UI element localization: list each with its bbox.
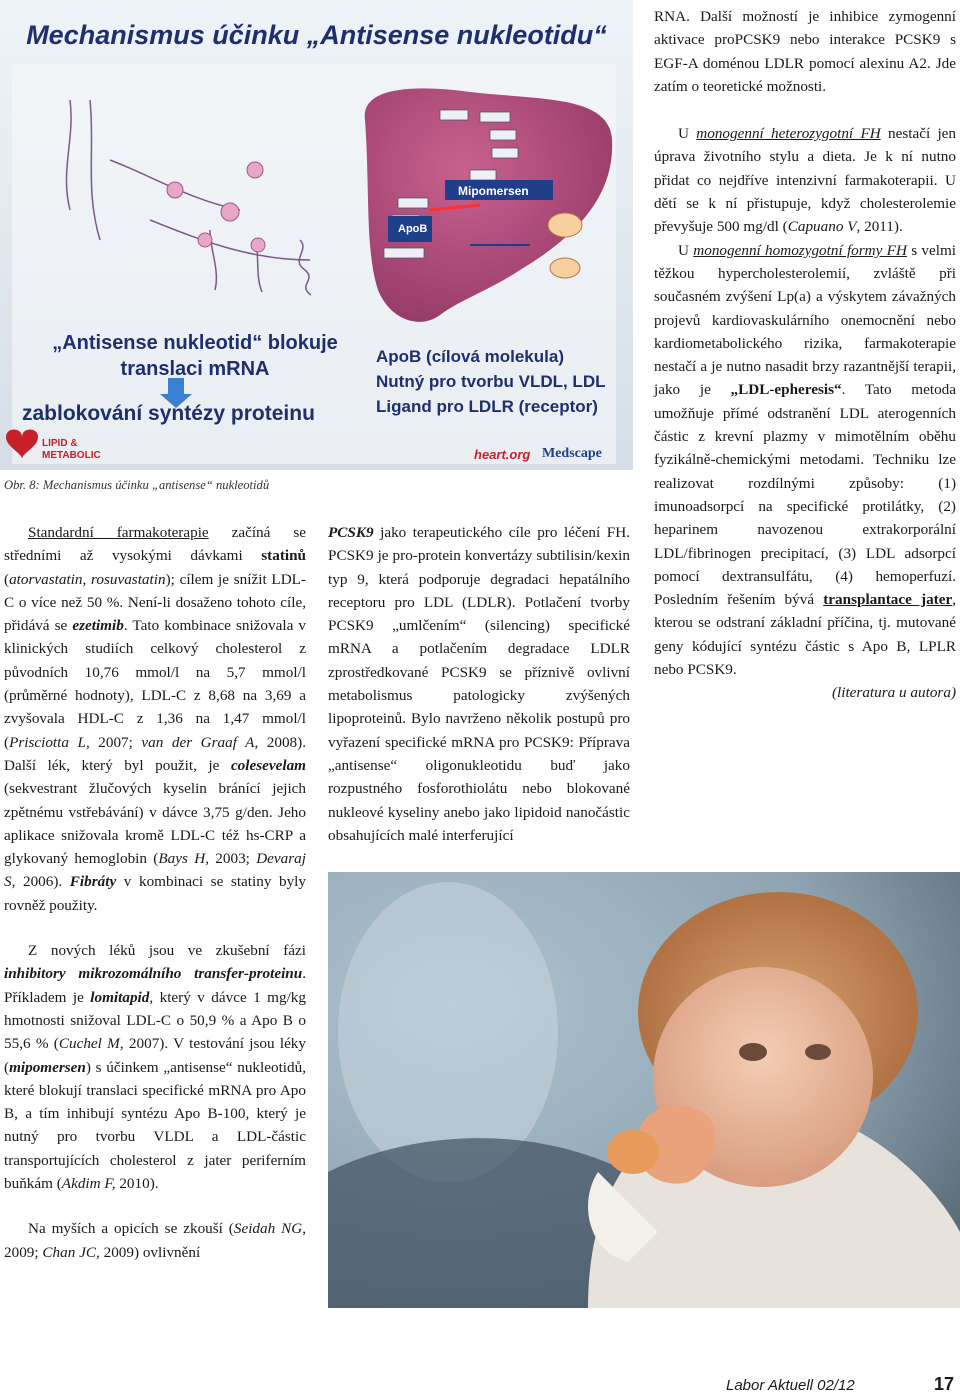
mipomersen-label: Mipomersen [458, 184, 529, 198]
column-3 [654, 5, 956, 705]
left-label-line1: „Antisense nukleotid“ blokuje [52, 332, 338, 354]
col3-paragraph-2: U monogenní homozygotní formy FH s velmi těžkou hypercholesterolemií, zvláště při současném zvýšení Lp(a) a výskytem závažných projevů kardiovaskulárního onemocnění nebo kardiometabolického rizika, farmakoterapie nestačí a je nutno nasadit brzy razantnější terapii, jako je „LDL-epheresis“. Tato metoda umožňuje přímé odstranění LDL aterogenních částic z krevní plazmy v mimotělním oběhu fyzikálně-chemickými metodami. Techniku lze realizovat rozdílnými způsoby: (1) imunoadsorpcí na specifické protilátky, (2) heparinem navozenou extrakorporální LDL/fibrinogen precipitací, (3) LDL adsorpcí pomocí dextransulfátu, (4) hemoperfuzí. Posledním řešením bývá transplantace jater, kterou se odstraní základní příčina, tj. mutované geny kódující syntézu částic s Apo B, LPLR nebo PCSK9. [654, 241, 957, 679]
figure-caption: Obr. 8: Mechanismus účinku „antisense“ nukleotidů [4, 478, 270, 492]
lipid-logo-text2: METABOLIC [42, 450, 101, 461]
left-label-line2: translaci mRNA [120, 358, 270, 380]
column-1 [4, 521, 306, 1264]
right-label-line3: Ligand pro LDLR (receptor) [376, 397, 598, 416]
col1-paragraph-3: Na myších a opicích se zkouší (Seidah NG, 2009; Chan JC, 2009) ovlivnění [4, 1220, 307, 1261]
figure-bottom-label: zablokování syntézy proteinu [22, 402, 315, 425]
signature: (literatura u autora) [831, 684, 956, 702]
child-photo-illustration [328, 872, 960, 1308]
col3-paragraph-1: U monogenní heterozygotní FH nestačí jen úprava životního stylu a dieta. Je k ní nutno přidat co nejdříve intenzivní farmakoterapii. U dětí se k ní přistupuje, když cholesterolemie převyšuje 500 mg/dl (Capuano V, 2011). [654, 125, 957, 236]
medscape-logo: Medscape [542, 446, 602, 461]
apob-box-label: ApoB [398, 223, 428, 235]
journal-name: Labor Aktuell 02/12 [726, 1377, 855, 1394]
figure-right-label [376, 344, 605, 419]
mechanism-figure [0, 0, 633, 470]
page-number: 17 [934, 1374, 955, 1394]
child-photo [328, 872, 960, 1308]
column-2 [328, 521, 630, 847]
lipid-logo-text1: LIPID & [42, 438, 78, 449]
term-standard-pharmacotherapy: Standardní farmakoterapie [28, 524, 209, 541]
col1-paragraph-2: Z nových léků jsou ve zkušební fázi inhibitory mikrozomálního transfer-proteinu. Příkladem je lomitapid, který v dávce 1 mg/kg hmotnosti snižoval LDL-C o 50,9 % a Apo B o 55,6 % (Cuchel M, 2007). V testování jsou léky (mipomersen) s účinkem „antisense“ nukleotidů, které blokují translaci specifické mRNA pro Apo B, a tím inhibují syntézu Apo B-100, který je nutný pro tvorbu VLDL a LDL-částic transportujících cholesterol z jater periferním buňkám (Akdim F, 2010). [4, 942, 306, 1193]
figure-title: Mechanismus účinku „Antisense nukleotidu“ [26, 20, 607, 50]
figure-left-label [40, 330, 350, 382]
col1-paragraph-1: Standardní farmakoterapie začíná se středními až vysokými dávkami statinů (atorvastatin, rosuvastatin); cílem je snížit LDL-C o více než 50 %. Není-li dosaženo tohoto cíle, přidává se ezetimib. Tato kombinace snižovala v klinických studiích celkový cholesterol z původních 10,76 mmol/l na 5,7 mmol/l (průměrné hodnoty), LDL-C z 8,68 na 3,69 a zvyšovala HDL-C z 1,36 na 1,47 mmol/l (Prisciotta L, 2007; van der Graaf A, 2008). Další lék, který byl použit, je colesevelam (sekvestrant žlučových kyselin bránící jejich zpětnému vstřebávání) v dávce 3,75 g/den. Jeho aplikace snižovala kromě LDL-C též hs-CRP a glykovaný hemoglobin (Bays H, 2003; Devaraj S, 2006). Fibráty v kombinaci se statiny byly rovněž použity. [4, 524, 307, 914]
col3-paragraph-0: RNA. Další možností je inhibice zymogenní aktivace proPCSK9 nebo interakce PCSK9 s EGF-A doménou LDLR pomocí alexinu A2. Jde zatím o teoretické možnosti. [654, 8, 956, 95]
heart-org-logo: heart.org [474, 447, 531, 462]
col2-paragraph-1: PCSK9 jako terapeutického cíle pro léčení FH. PCSK9 je pro-protein konvertázy subtilisin/kexin typ 9, která podporuje degradaci hepatálního receptoru pro LDL (LDLR). Potlačení tvorby PCSK9 „umlčením“ (silencing) specifické mRNA a potlačením degradace LDLR zprostředkované PCSK9 se příznivě ovlivní metabolismus patologicky zvýšených lipoproteinů. Bylo navrženo několik postupů pro vyřazení specifické mRNA pro PCSK9: Příprava „antisense“ oligonukleotidu buď jako rozpustného fosforothiolátu nebo blokované nukleové kyseliny anebo jako lipidoid nanočástic obsahujících malé interferující [328, 524, 630, 844]
right-label-line2: Nutný pro tvorbu VLDL, LDL [376, 372, 606, 391]
right-label-line1: ApoB (cílová molekula) [376, 347, 564, 366]
